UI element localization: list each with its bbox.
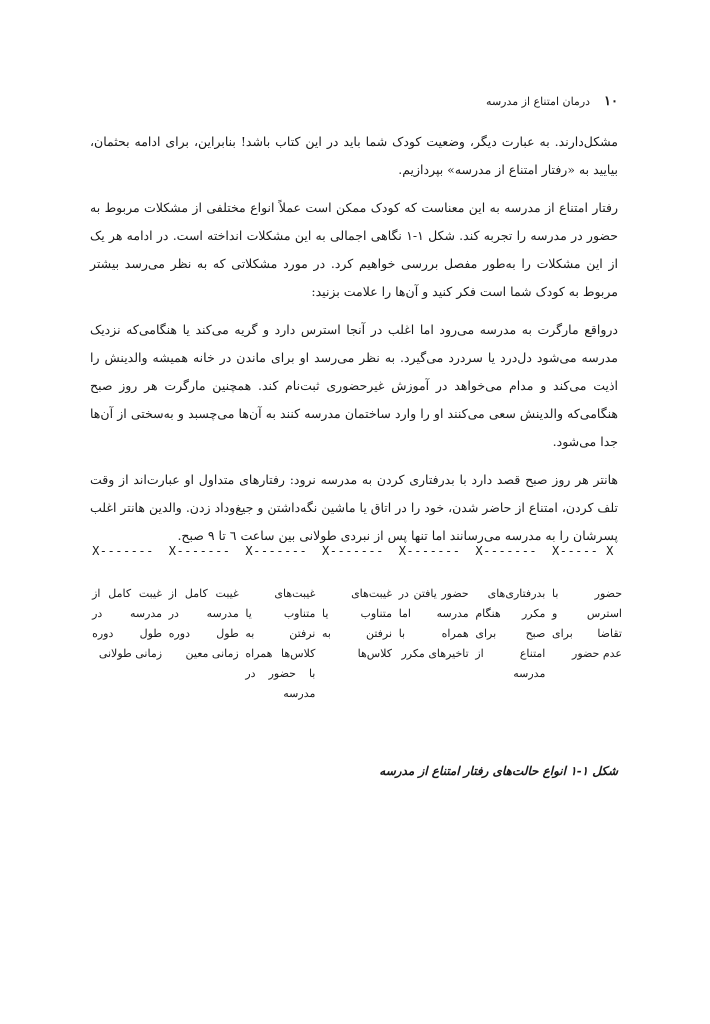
continuum-column [552,544,622,704]
continuum-column [322,544,392,704]
continuum-label: بدرفتاری‌های مکرر هنگام صبح برای امتناع از مدرسه [475,587,546,680]
continuum-label: غیبت کامل از مدرسه در طول دوره زمانی معین [168,587,239,660]
continuum-marker: X----- X [552,544,614,558]
paragraph: رفتار امتناع از مدرسه به این معناست که کودک ممکن است عملاً انواع مختلفی از مشکلات مربوط به حضور در مدرسه را تجربه کند. شکل ۱-۱ نگاهی اجمالی به این مشکلات انداخته است. در ادامه هر یک از این مشکلات را به‌طور مفصل بررسی خواهیم کرد. در مورد مشکلاتی که به نظر می‌رسد بیشتر مربوط به کودک شما است فکر کنید و آن‌ها را علامت بزنید: [90,200,618,299]
continuum-marker: X------- [398,544,461,558]
continuum-marker: X------- [245,544,308,558]
continuum-column [245,544,315,704]
figure-caption: شکل ۱-۱ انواع حالت‌های رفتار امتناع از مدرسه [379,764,618,778]
continuum-marker: X------- [168,544,231,558]
continuum-marker: X------- [322,544,384,558]
continuum-column [169,544,239,704]
continuum-column [475,544,545,704]
continuum-marker: X------- [92,544,154,558]
paragraph: درواقع مارگرت به مدرسه می‌رود اما اغلب در آنجا استرس دارد و گریه می‌کند یا هنگامی‌که نزدیک مدرسه می‌شود دل‌درد یا سردرد می‌گیرد. به نظر می‌رسد او برای ماندن در خانه همیشه والدینش را اذیت می‌کند و مدام می‌خواهد در آموزش غیرحضوری ثبت‌نام کند. همچنین مارگرت هر روز صبح هنگامی‌که والدینش سعی می‌کنند او را وارد ساختمان مدرسه کنند به آن‌ها می‌چسبد و به‌سختی از آن‌ها جدا می‌شود. [90,322,618,449]
continuum-marker: X------- [475,544,538,558]
paragraph: هانتر هر روز صبح قصد دارد با بدرفتاری کردن به مدرسه نرود: رفتارهای متداول او عبارت‌اند از وقت تلف کردن، امتناع از حاضر شدن، خود را در اتاق یا ماشین نگه‌داشتن و جیغ‌وداد زدن. والدین هانتر اغلب پسرشان را به مدرسه می‌رسانند اما تنها پس از نبردی طولانی بین ساعت ٦ تا ٩ صبح. [90,472,618,543]
continuum-label: غیبت‌های متناوب یا نرفتن به کلاس‌ها همراه با حضور در مدرسه [245,587,316,700]
continuum-column [92,544,162,704]
continuum-label: حضور با استرس و تقاضا برای عدم حضور [552,587,622,660]
refusal-continuum-figure [92,544,622,704]
page-number: ۱۰ [604,94,618,109]
running-header [486,94,618,109]
running-title: درمان امتناع از مدرسه [486,95,591,108]
continuum-column [399,544,469,704]
continuum-label: غیبت‌های متناوب یا نرفتن به کلاس‌ها [322,587,393,660]
body-text [90,128,618,560]
continuum-label: حضور یافتن در مدرسه اما همراه با تاخیرهای مکرر [398,587,469,660]
continuum-label: غیبت کامل از مدرسه در طول دوره زمانی طولانی [92,587,163,660]
paragraph: مشکل‌دارند. به عبارت دیگر، وضعیت کودک شما باید در این کتاب باشد! بنابراین، برای ادامه بحثمان، بیایید به «رفتار امتناع از مدرسه» بپردازیم. [90,134,618,177]
